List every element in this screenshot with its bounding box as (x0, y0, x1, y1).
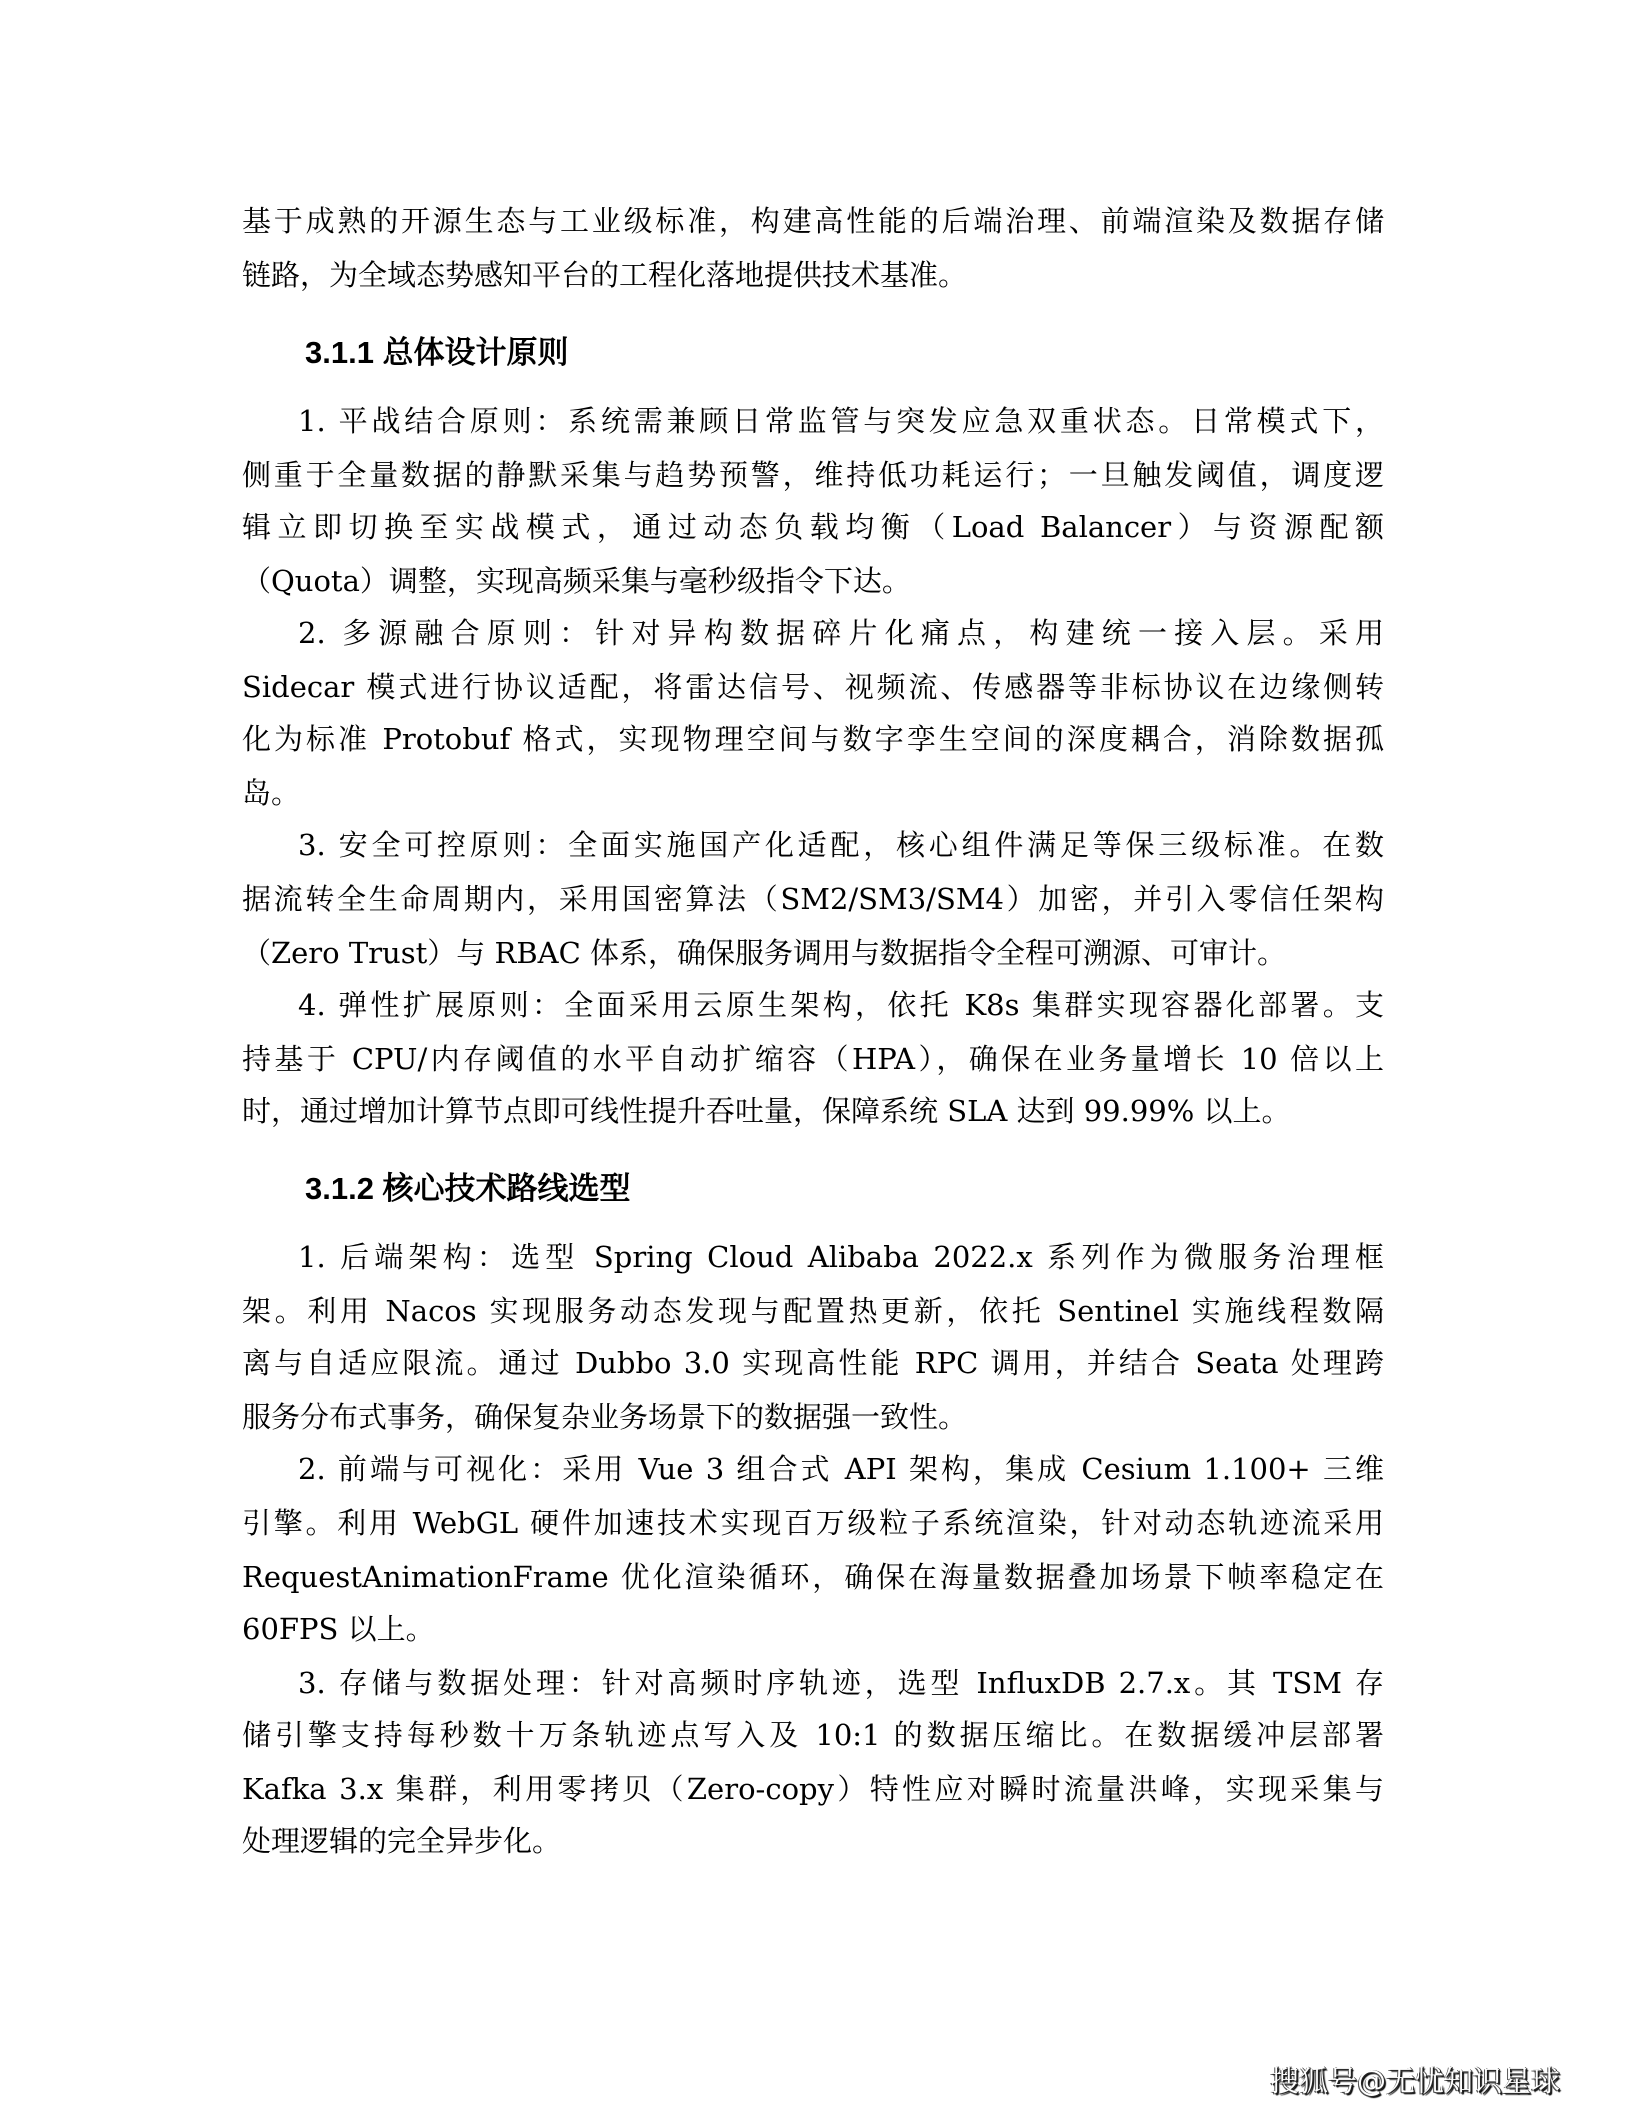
principle-1-line: 侧重于全量数据的静默采集与趋势预警，维持低功耗运行；一旦触发阈值，调度逻 (242, 458, 1384, 492)
section-heading-3-1-1: 3.1.1 总体设计原则 (305, 335, 569, 370)
principle-2-line: Sidecar 模式进行协议适配，将雷达信号、视频流、传感器等非标协议在边缘侧转 (242, 670, 1384, 704)
tech-route-1-line: 离与自适应限流。通过 Dubbo 3.0 实现高性能 RPC 调用，并结合 Seata 处理跨 (242, 1346, 1384, 1380)
tech-route-1-line: 架。利用 Nacos 实现服务动态发现与配置热更新，依托 Sentinel 实施线程数隔 (242, 1294, 1384, 1328)
tech-route-1-line: 1. 后端架构：选型 Spring Cloud Alibaba 2022.x 系列作为微服务治理框 (298, 1240, 1384, 1274)
watermark-text: 搜狐号@无忧知识星球 (1270, 2064, 1561, 2098)
principle-2-line: 2. 多源融合原则：针对异构数据碎片化痛点，构建统一接入层。采用 (298, 616, 1384, 650)
principle-2-line: 化为标准 Protobuf 格式，实现物理空间与数字孪生空间的深度耦合，消除数据孤 (242, 722, 1384, 756)
principle-1-line: 1. 平战结合原则：系统需兼顾日常监管与突发应急双重状态。日常模式下， (298, 404, 1384, 438)
intro-line: 基于成熟的开源生态与工业级标准，构建高性能的后端治理、前端渲染及数据存储 (242, 204, 1384, 238)
tech-route-2-line: 引擎。利用 WebGL 硬件加速技术实现百万级粒子系统渲染，针对动态轨迹流采用 (242, 1506, 1384, 1540)
principle-3-line: 3. 安全可控原则：全面实施国产化适配，核心组件满足等保三级标准。在数 (298, 828, 1384, 862)
tech-route-3-line: 3. 存储与数据处理：针对高频时序轨迹，选型 InfluxDB 2.7.x。其 TSM 存 (298, 1666, 1384, 1700)
tech-route-3-line: Kafka 3.x 集群，利用零拷贝（Zero-copy）特性应对瞬时流量洪峰，实现采集与 (242, 1772, 1384, 1806)
principle-4-line: 时，通过增加计算节点即可线性提升吞吐量，保障系统 SLA 达到 99.99% 以上。 (242, 1094, 1291, 1128)
principle-3-line: 据流转全生命周期内，采用国密算法（SM2/SM3/SM4）加密，并引入零信任架构 (242, 882, 1384, 916)
principle-1-line: 辑立即切换至实战模式，通过动态负载均衡（Load Balancer）与资源配额 (242, 510, 1384, 544)
principle-2-line: 岛。 (242, 776, 301, 810)
intro-line: 链路，为全域态势感知平台的工程化落地提供技术基准。 (242, 258, 968, 292)
tech-route-2-line: RequestAnimationFrame 优化渲染循环，确保在海量数据叠加场景下帧率稳定在 (242, 1560, 1384, 1594)
principle-1-line: （Quota）调整，实现高频采集与毫秒级指令下达。 (242, 564, 911, 598)
tech-route-3-line: 处理逻辑的完全异步化。 (242, 1824, 562, 1858)
principle-4-line: 持基于 CPU/内存阈值的水平自动扩缩容（HPA），确保在业务量增长 10 倍以上 (242, 1042, 1384, 1076)
principle-3-line: （Zero Trust）与 RBAC 体系，确保服务调用与数据指令全程可溯源、可审计。 (242, 936, 1286, 970)
tech-route-1-line: 服务分布式事务，确保复杂业务场景下的数据强一致性。 (242, 1400, 968, 1434)
principle-4-line: 4. 弹性扩展原则：全面采用云原生架构，依托 K8s 集群实现容器化部署。支 (298, 988, 1384, 1022)
tech-route-2-line: 2. 前端与可视化：采用 Vue 3 组合式 API 架构，集成 Cesium 1.100+ 三维 (298, 1452, 1384, 1486)
tech-route-3-line: 储引擎支持每秒数十万条轨迹点写入及 10:1 的数据压缩比。在数据缓冲层部署 (242, 1718, 1384, 1752)
section-heading-3-1-2: 3.1.2 核心技术路线选型 (305, 1171, 631, 1206)
tech-route-2-line: 60FPS 以上。 (242, 1612, 435, 1646)
